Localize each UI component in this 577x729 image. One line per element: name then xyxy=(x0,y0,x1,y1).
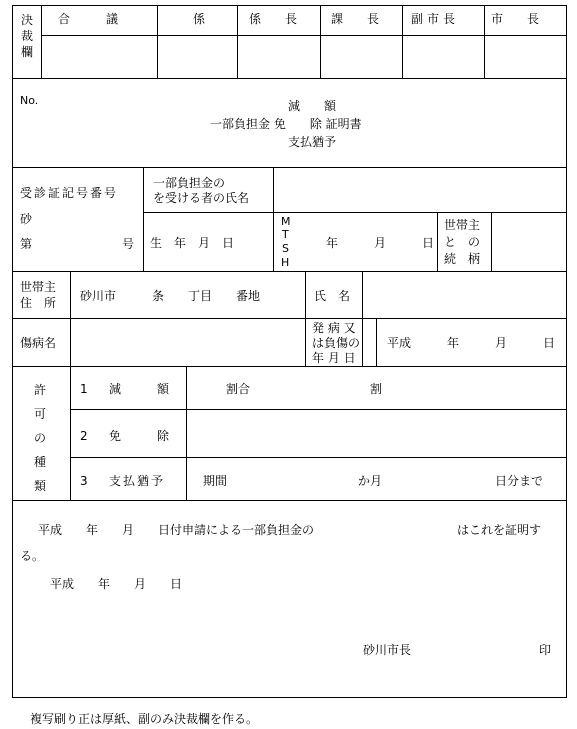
border xyxy=(143,167,144,271)
era-h: H xyxy=(281,256,290,269)
issuer-name: 砂川市長 xyxy=(363,643,412,657)
card-first: 第 xyxy=(20,237,33,251)
border xyxy=(437,212,438,271)
footnote: 複写刷り正は厚紙、副のみ決裁欄を作る。 xyxy=(30,712,259,726)
card-prefix: 砂 xyxy=(20,212,33,226)
approval-col-section-head: 課 長 xyxy=(331,12,380,26)
approval-label: 決裁欄 xyxy=(20,13,33,59)
relation-label-1: 世帯主 xyxy=(444,218,481,232)
recipient-name-label-2: を受ける者の氏名 xyxy=(153,191,250,205)
border xyxy=(12,366,566,367)
permission-type-label: 許可の種類 xyxy=(33,383,46,493)
era-m: M xyxy=(281,215,291,228)
statement-line-1: 平成 年 月 日付申請による一部負担金の xyxy=(38,523,315,537)
era-s: S xyxy=(282,242,289,255)
approval-col-chief: 係 長 xyxy=(249,12,298,26)
postpone-period-label: 期間 xyxy=(203,474,228,488)
border xyxy=(12,78,566,79)
relation-label-3: 続 柄 xyxy=(444,252,481,266)
border xyxy=(402,5,403,78)
card-number-label: 受診証記号番号 xyxy=(20,186,119,200)
border xyxy=(237,5,238,78)
injury-label: 傷病名 xyxy=(20,336,57,350)
recipient-name-label-1: 一部負担金の xyxy=(153,176,226,190)
border xyxy=(12,167,566,168)
border xyxy=(491,212,492,271)
approval-col-staff: 係 xyxy=(193,12,206,26)
border xyxy=(12,271,566,272)
card-last: 号 xyxy=(122,237,135,251)
onset-label-3: 年 月 日 xyxy=(312,351,356,365)
permission-num-1: 1 xyxy=(80,382,88,396)
border xyxy=(70,409,566,410)
reduction-ratio-label: 割合 xyxy=(226,382,251,396)
border xyxy=(143,212,566,213)
border xyxy=(12,318,566,319)
birth-date-label: 生 年 月 日 xyxy=(150,236,235,250)
approval-col-deputy-mayor: 副市長 xyxy=(411,12,460,26)
border xyxy=(320,5,321,78)
onset-date-value: 平成 年 月 日 xyxy=(387,336,556,350)
household-name-label: 氏 名 xyxy=(314,289,351,303)
border xyxy=(305,271,306,367)
postpone-days-unit: 日分まで xyxy=(495,474,544,488)
household-label-1: 世帯主 xyxy=(20,280,57,294)
birth-date-value: 年 月 日 xyxy=(326,236,435,250)
reduction-ratio-unit: 割 xyxy=(370,382,383,396)
cert-number-label: No. xyxy=(20,94,39,107)
approval-col-mayor: 市 長 xyxy=(491,12,540,26)
postpone-months-unit: か月 xyxy=(358,474,383,488)
permission-reduction: 減 額 xyxy=(109,382,170,396)
onset-label-2: は負傷の xyxy=(312,336,361,350)
cert-title-reduction: 減 額 xyxy=(288,99,337,113)
statement-date: 平成 年 月 日 xyxy=(50,577,183,591)
approval-col-council: 合 議 xyxy=(58,12,119,26)
border xyxy=(70,366,71,500)
border xyxy=(70,457,566,458)
border xyxy=(376,318,377,366)
onset-label-1: 発 病 又 xyxy=(312,321,356,335)
border xyxy=(484,5,485,78)
border xyxy=(41,5,42,78)
permission-exemption: 免 除 xyxy=(109,429,170,443)
permission-num-3: 3 xyxy=(80,474,88,488)
statement-line-2: る。 xyxy=(20,549,45,563)
border xyxy=(41,35,566,36)
statement-line-1-end: はこれを証明す xyxy=(457,523,542,537)
border xyxy=(70,271,71,367)
border xyxy=(12,500,566,501)
border xyxy=(12,697,567,698)
permission-num-2: 2 xyxy=(80,429,88,443)
border xyxy=(273,167,274,271)
permission-postponement: 支払猶予 xyxy=(109,474,166,488)
cert-title-main: 一部負担金 免 除 証明書 xyxy=(210,117,362,131)
border xyxy=(186,366,187,500)
border xyxy=(12,5,13,698)
household-address: 砂川市 条 丁目 番地 xyxy=(80,289,261,303)
relation-label-2: と の xyxy=(444,235,481,249)
border xyxy=(362,271,363,367)
border xyxy=(566,5,567,698)
border xyxy=(12,5,566,6)
era-t: T xyxy=(282,228,289,241)
household-label-2: 住 所 xyxy=(20,296,57,310)
seal-mark: 印 xyxy=(539,643,552,657)
cert-title-postpone: 支払猶予 xyxy=(288,135,337,149)
border xyxy=(157,5,158,78)
